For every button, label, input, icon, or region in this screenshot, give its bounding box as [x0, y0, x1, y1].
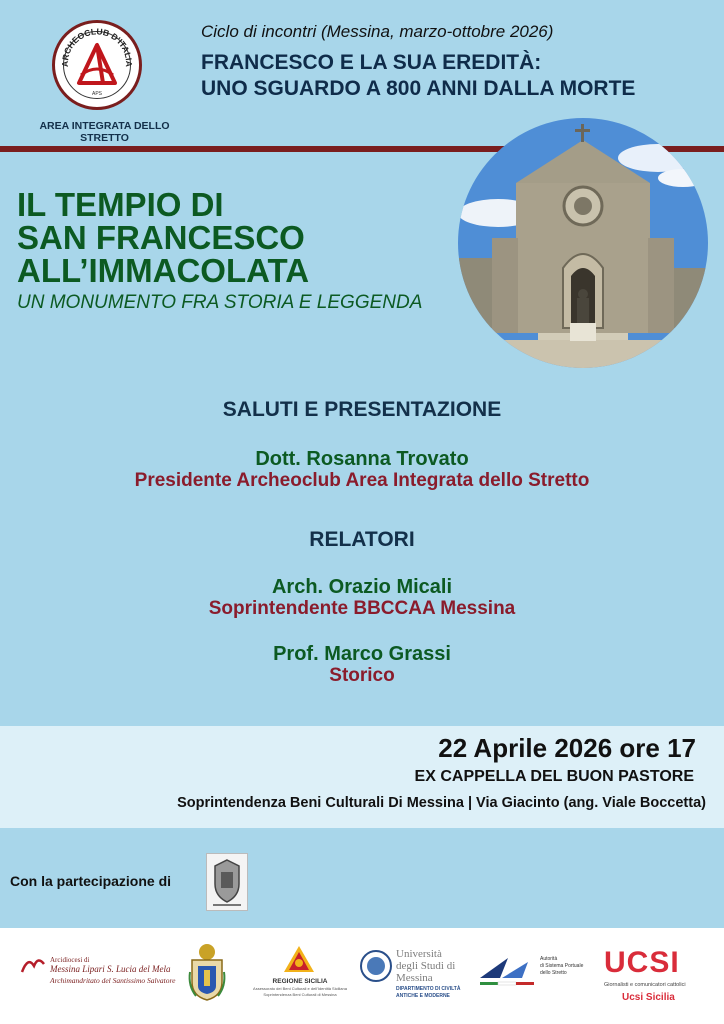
speaker-name: Arch. Orazio Micali [271, 576, 453, 598]
event-subtitle: UN MONUMENTO FRA STORIA E LEGGENDA [17, 292, 423, 313]
greetings-heading: SALUTI E PRESENTAZIONE [222, 398, 502, 421]
archeoclub-logo [52, 20, 142, 110]
logo-ring-text: ARCHEOCLUB D'ITALIA [59, 26, 135, 68]
university-line1: Università [396, 948, 442, 960]
trinacria-icon [282, 944, 316, 974]
speaker-role: Storico [329, 665, 395, 686]
university-line2: degli Studi di [396, 960, 456, 972]
university-seal-icon [360, 950, 392, 982]
regione-sicilia-logo [252, 944, 348, 1014]
series-title-line2: UNO SGUARDO A 800 ANNI DALLA MORTE [201, 77, 636, 100]
stamp-emblem [207, 854, 247, 910]
region-line1: Assessorato dei Beni Culturali e dell'Identità Siciliana [253, 986, 347, 991]
participation-label: Con la partecipazione di [10, 873, 172, 889]
event-venue: EX CAPPELLA DEL BUON PASTORE [414, 768, 694, 785]
ucsi-wordmark: UCSI [604, 946, 680, 979]
university-dept2: ANTICHE E MODERNE [396, 993, 450, 999]
greeter-role: Presidente Archeoclub Area Integrata dello Stretto [134, 470, 590, 491]
region-title: REGIONE SICILIA [272, 978, 328, 985]
port-sail-icon [478, 954, 536, 988]
logo-emblem [55, 23, 139, 107]
ucsi-logo [600, 946, 712, 1016]
ucsi-name: Ucsi Sicilia [622, 992, 675, 1003]
speaker-name: Prof. Marco Grassi [273, 643, 451, 665]
event-title-line1: IL TEMPIO DI [17, 186, 224, 223]
archdiocese-line2: Messina Lipari S. Lucia del Mela [50, 964, 171, 974]
university-logo [360, 946, 470, 1012]
cycle-label: Ciclo di incontri (Messina, marzo-ottobre 2026) [201, 22, 554, 41]
event-title [17, 188, 457, 287]
church-photo [458, 118, 708, 368]
series-title [201, 50, 711, 102]
port-line2: di Sistema Portuale [540, 963, 584, 969]
crest-icon [186, 942, 228, 1002]
city-crest-logo [186, 942, 228, 1002]
logo-aps: APS [91, 91, 103, 97]
university-line3: Messina [396, 972, 433, 984]
archdiocese-line3: Archimandritato del Santissimo Salvatore [50, 976, 176, 985]
partner-logos-footer [0, 928, 724, 1024]
event-address: Soprintendenza Beni Culturali Di Messina | Via Giacinto (ang. Viale Boccetta) [177, 795, 706, 811]
speaker-role: Soprintendente BBCCAA Messina [208, 598, 516, 619]
logo-area-label: AREA INTEGRATA DELLO STRETTO [39, 120, 170, 144]
port-authority-logo [478, 954, 590, 998]
series-title-line1: FRANCESCO E LA SUA EREDITÀ: [201, 51, 542, 74]
speakers-heading: RELATORI [309, 528, 415, 551]
event-date: 22 Aprile 2026 ore 17 [438, 733, 696, 763]
partner-stamp-logo [206, 853, 248, 911]
archdiocese-line1: Arcidiocesi di [50, 956, 90, 964]
event-title-line2: SAN FRANCESCO [17, 219, 305, 256]
greeter-name: Dott. Rosanna Trovato [255, 448, 469, 470]
region-line2: Soprintendenza Beni Culturali di Messina [263, 992, 337, 997]
archdiocese-mark-icon [18, 952, 48, 982]
church-illustration [458, 118, 708, 368]
university-dept1: DIPARTIMENTO DI CIVILTÀ [396, 986, 461, 992]
event-title-line3: ALL’IMMACOLATA [17, 252, 310, 289]
port-line1: Autorità [540, 956, 558, 962]
archdiocese-logo [18, 952, 178, 1002]
ucsi-tagline: Giornalisti e comunicatori cattolici [604, 982, 686, 988]
port-line3: dello Stretto [540, 970, 567, 976]
